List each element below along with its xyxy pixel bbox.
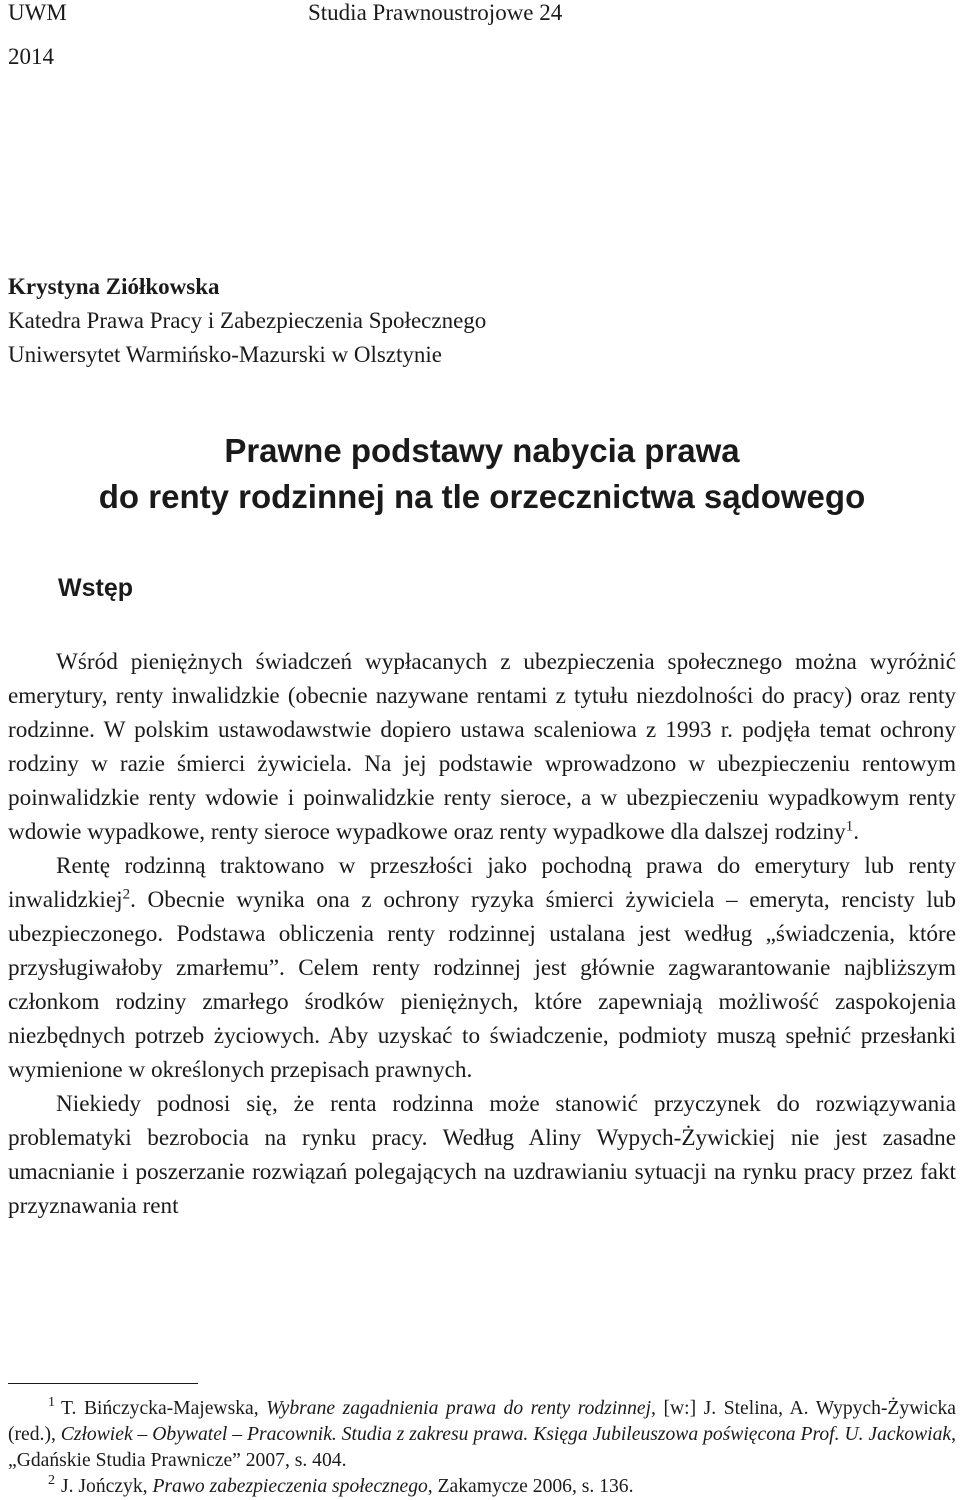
footnote-1-title-1: Wybrane zagadnienia prawa do renty rodzinnej, [266,1398,656,1419]
footnote-2-number: 2 [48,1473,55,1489]
page [8,0,956,1500]
footnote-ref-2[interactable]: 2 [122,886,131,903]
footnote-divider [8,1383,198,1384]
footnote-1-text-c: , „Gdańskie Studia Prawnicze” 2007, s. 404. [8,1424,957,1471]
footnote-2-title: Prawo zabezpieczenia społecznego [152,1476,428,1497]
article-title-line1: Prawne podstawy nabycia prawa [224,432,740,469]
section-heading: Wstęp [58,574,133,602]
paragraph-2 [8,849,956,1087]
running-header [8,0,956,30]
author-department: Katedra Prawa Pracy i Zabezpieczenia Społecznego [8,308,487,333]
article-title [8,428,956,520]
footnotes [8,1396,956,1500]
footnote-1-title-2: Człowiek – Obywatel – Pracownik. Studia z zakresu prawa. Księga Jubileuszowa poświęcona Prof. U. Jackowiak [60,1424,952,1445]
footnote-1-number: 1 [48,1395,55,1411]
footnote-1-text-b: [w:] J. Stelina, A. Wypych-Żywicka (red.), [8,1398,956,1445]
footnote-1 [8,1396,956,1474]
paragraph-2-text-a: Rentę rodzinną traktowano w przeszłości jako pochodną prawa do emerytury lub renty inwalidzkiej [8,853,956,913]
footnote-1-text-a: T. Bińczycka-Majewska, [61,1398,267,1419]
footnote-2 [8,1474,956,1500]
footnote-2-text-b: , Zakamycze 2006, s. 136. [427,1476,634,1497]
journal-abbreviation: UWM [8,0,67,25]
author-university: Uniwersytet Warmińsko-Mazurski w Olsztynie [8,342,443,367]
paragraph-2-text-b: . Obecnie wynika ona z ochrony ryzyka śmierci żywiciela – emeryta, rencisty lub ubezpieczonego. Podstawa obliczenia renty rodzinnej ustalana jest według „świadczenia, które przysługiwałoby zmarłemu”. Celem renty rodzinnej jest głównie zagwarantowanie najbliższym członkom rodziny zmarłego środków pieniężnych, które zapewniają możliwość zaspokojenia niezbędnych potrzeb życiowych. Aby uzyskać to świadczenie, podmioty muszą spełnić przesłanki wymienione w określonych przepisach prawnych. [8,887,956,1083]
paragraph-1 [8,645,956,849]
paragraph-1-end: . [853,819,859,845]
journal-name: Studia Prawnoustrojowe 24 [308,0,563,25]
footnote-2-text-a: J. Jończyk, [61,1476,153,1497]
author-name: Krystyna Ziółkowska [8,274,220,299]
publication-year: 2014 [8,44,54,69]
paragraph-3: Niekiedy podnosi się, że renta rodzinna może stanowić przyczynek do rozwiązywania problematyki bezrobocia na rynku pracy. Według Aliny Wypych-Żywickiej nie jest zasadne umacnianie i poszerzanie rozwiązań polegających na uzdrawianiu sytuacji na rynku pracy przez fakt przyznawania rent [8,1091,956,1219]
author-block [8,270,486,372]
footnote-ref-1[interactable]: 1 [845,818,854,835]
article-title-line2: do renty rodzinnej na tle orzecznictwa sądowego [98,478,866,515]
paragraph-1-text: Wśród pieniężnych świadczeń wypłacanych z ubezpieczenia społecznego można wyróżnić emerytury, renty inwalidzkie (obecnie nazywane rentami z tytułu niezdolności do pracy) oraz renty rodzinne. W polskim ustawodawstwie dopiero ustawa scaleniowa z 1993 r. podjęła temat ochrony rodziny w razie śmierci żywiciela. Na jej podstawie wprowadzono w ubezpieczeniu rentowym poinwalidzkie renty wdowie i poinwalidzkie renty sieroce, a w ubezpieczeniu wypadkowym renty wdowie wypadkowe, renty sieroce wypadkowe oraz renty wypadkowe dla dalszej rodziny [8,649,956,845]
body-text [8,645,956,1223]
